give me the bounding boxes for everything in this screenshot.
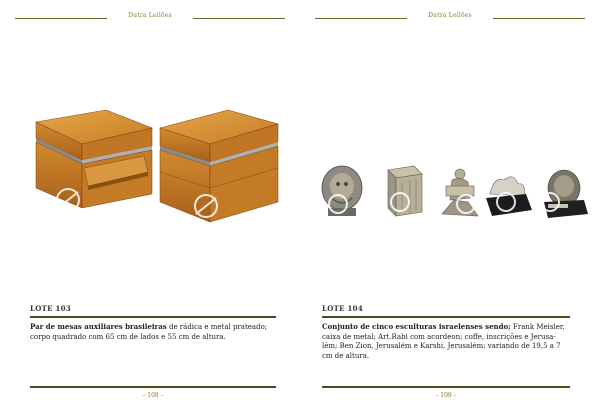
lot-description-text: Frank Meisler, caixa de metal; Art.Rabi com acordeon; coffe, inscrições e Jerusa-lém; Ben Zion, Jerusalém e Karshi, Jerusalém; variando de 19,5 a 7 cm de altura. [322,323,565,360]
lot-description [322,322,570,361]
header-rule-right [193,18,285,19]
page-number: – 108 – [142,392,164,399]
left-page-header [15,12,285,24]
lot-rule [30,316,276,318]
left-page-footer [30,386,276,400]
header-rule-right [493,18,585,19]
header-title: Dutra Leilões [128,12,172,19]
five-israeli-sculptures-image [318,158,590,224]
lot-label: LOTE 103 [30,304,72,313]
pair-of-side-tables-image [28,108,284,233]
right-page [300,0,600,420]
footer-rule [322,386,570,388]
lot-rule [322,316,570,318]
lot-description-text: de rádica e metal prateado; corpo quadrado com 65 cm de lados e 55 cm de altura. [30,323,268,341]
lot-label: LOTE 104 [322,304,364,313]
right-page-header [315,12,585,24]
left-side-table [36,110,152,208]
right-page-footer [322,386,570,400]
lot-description-bold: Conjunto de cinco esculturas israelenses sendo; [322,322,511,331]
lot-description [30,322,276,342]
right-side-table [160,110,278,222]
sculpture-lion-head [322,166,362,216]
page-number: – 109 – [435,392,457,399]
lot-description-bold: Par de mesas auxiliares brasileiras [30,322,167,331]
footer-rule [30,386,276,388]
header-title: Dutra Leilões [428,12,472,19]
